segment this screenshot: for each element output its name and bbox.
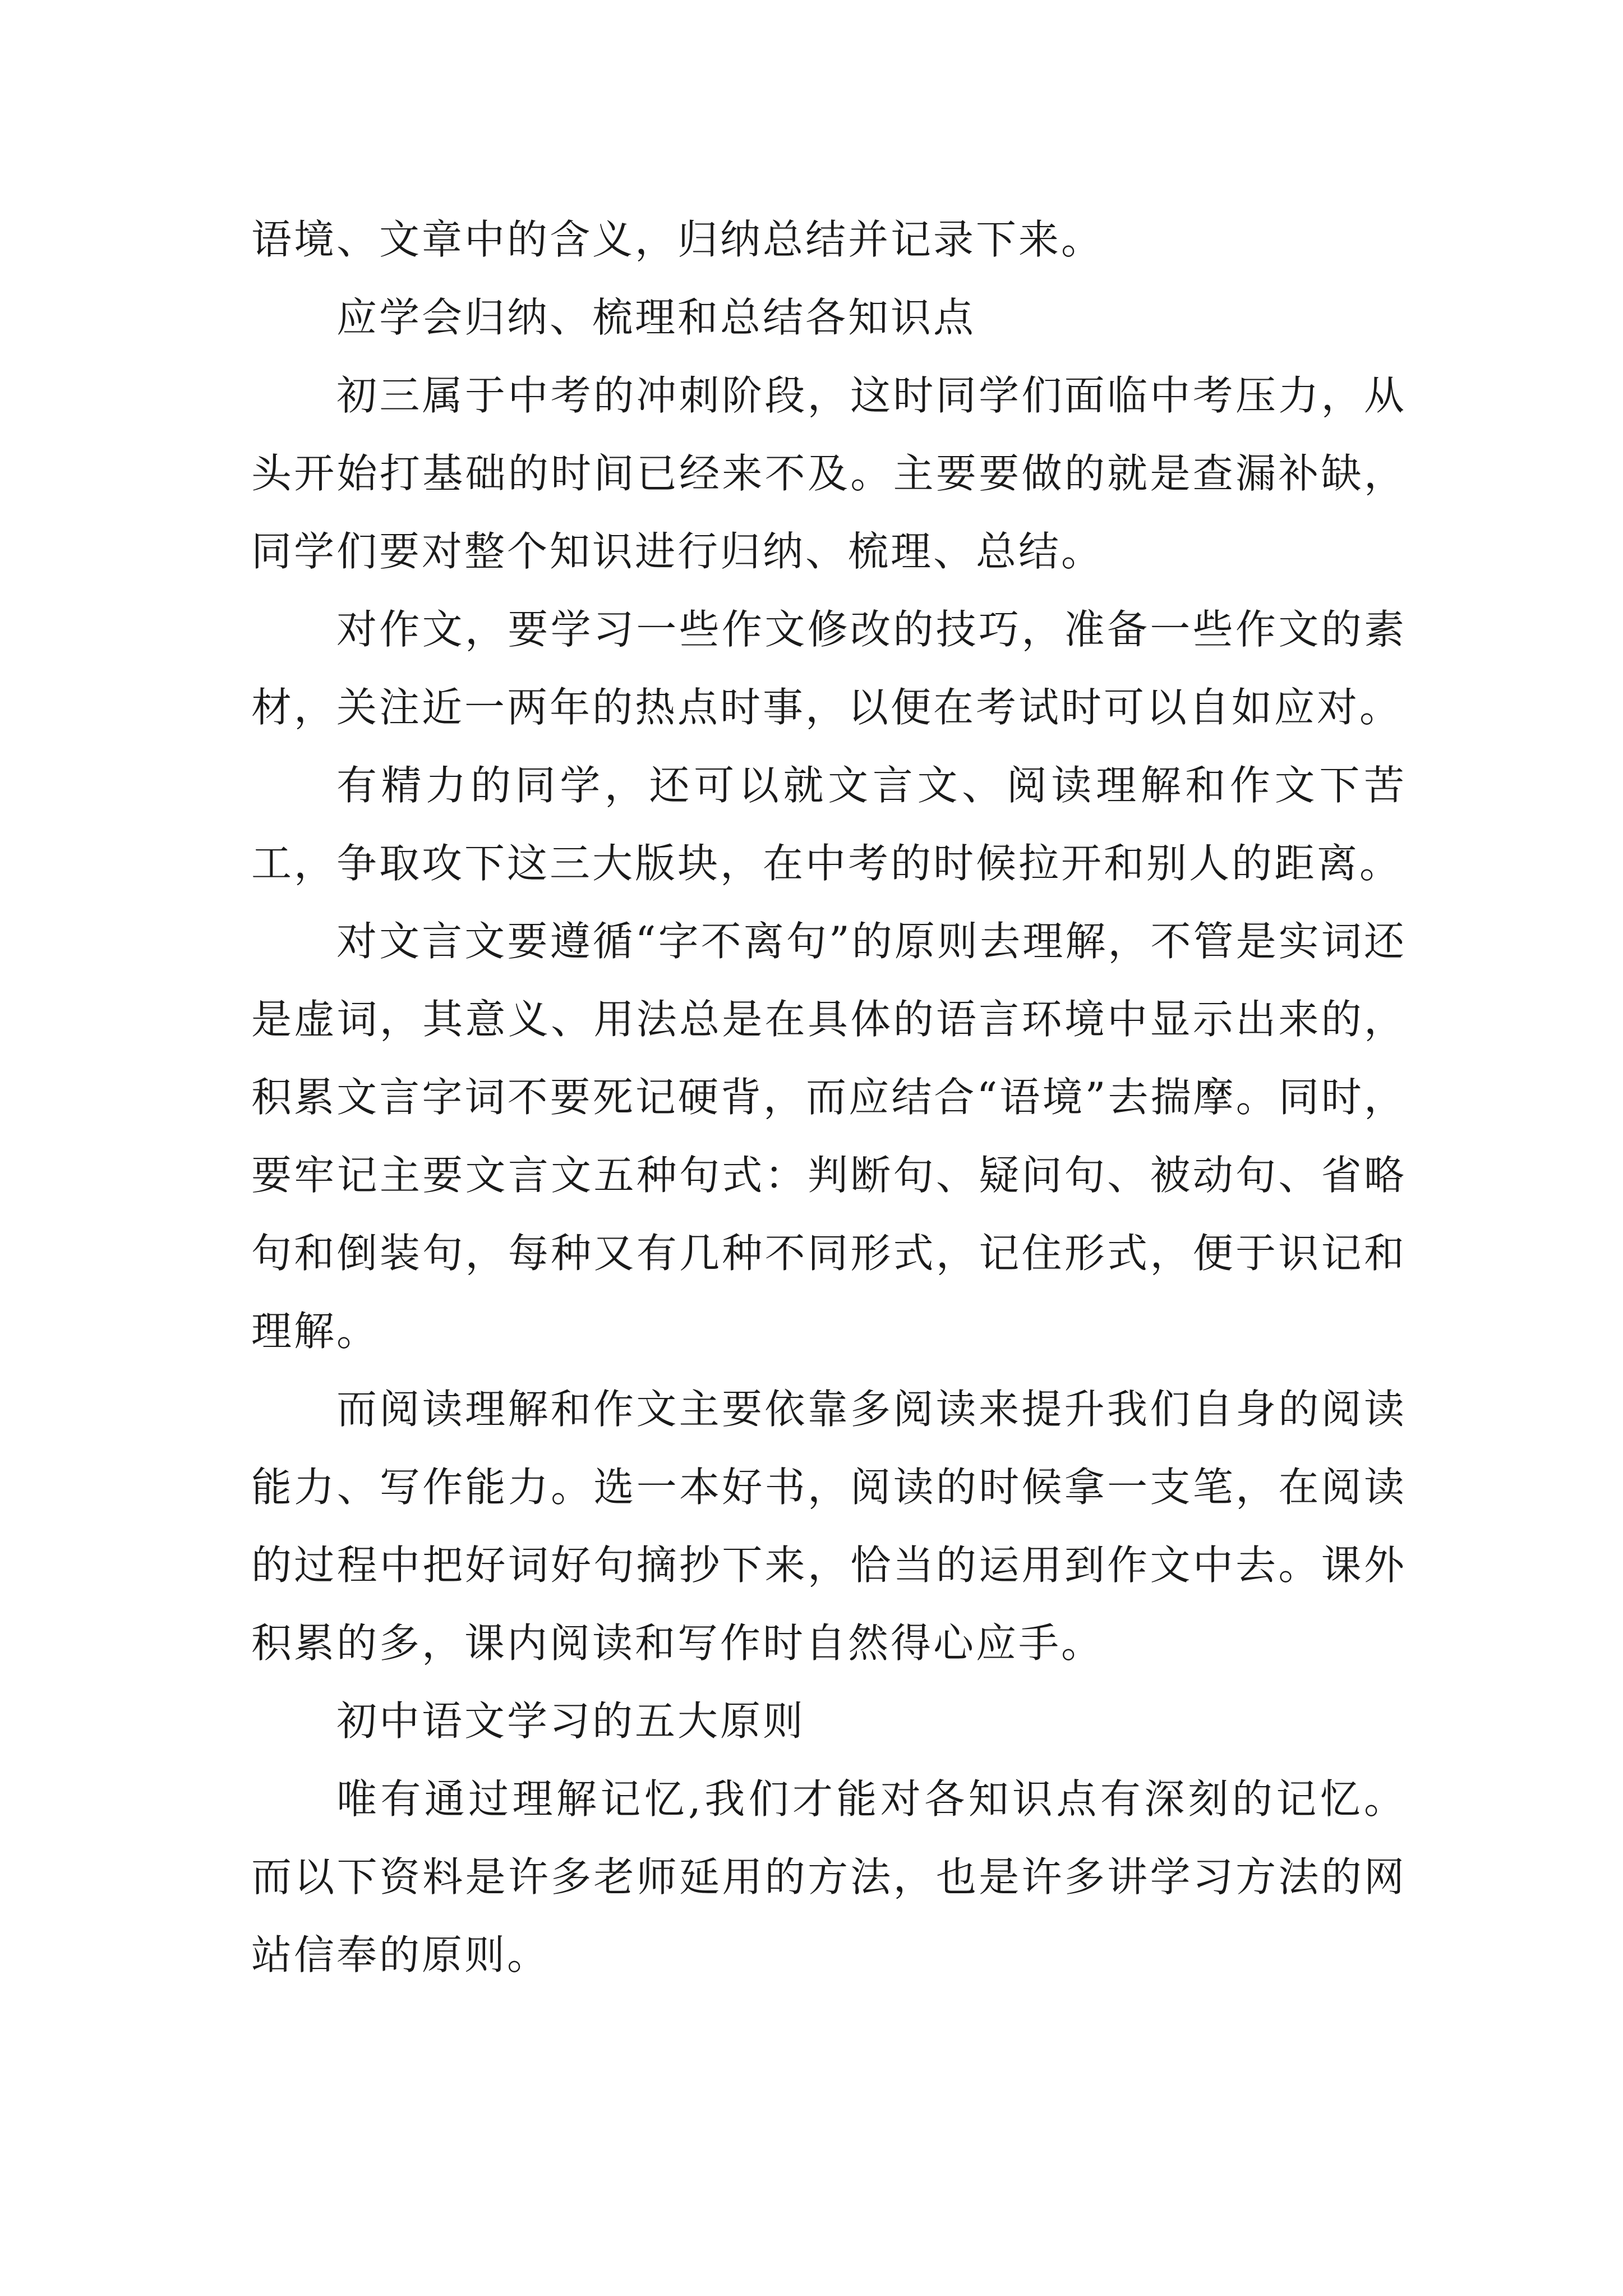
paragraph-continuation: 语境、文章中的含义，归纳总结并记录下来。: [251, 216, 1104, 263]
paragraph-composition: 对作文，要学习一些作文修改的技巧，准备一些作文的素材，关注近一两年的热点时事，以便在考试时可以自如应对。: [251, 606, 1407, 731]
section-heading-five-principles: 初中语文学习的五大原则: [336, 1697, 806, 1745]
paragraph-classical-chinese: 对文言文要遵循“字不离句”的原则去理解，不管是实词还是虚词，其意义、用法总是在具体的语言环境中显示出来的，积累文言字词不要死记硬背，而应结合“语境”去揣摩。同时，要牢记主要文言文五种句式：判断句、疑问句、被动句、省略句和倒装句，每种又有几种不同形式，记住形式，便于识记和理解。: [251, 918, 1407, 1355]
section-heading-summarize: 应学会归纳、梳理和总结各知识点: [336, 294, 976, 341]
paragraph-grade-nine: 初三属于中考的冲刺阶段，这时同学们面临中考压力，从头开始打基础的时间已经来不及。主要要做的就是查漏补缺，同学们要对整个知识进行归纳、梳理、总结。: [251, 372, 1407, 575]
paragraph-extra-effort: 有精力的同学，还可以就文言文、阅读理解和作文下苦工，争取攻下这三大版块，在中考的时候拉开和别人的距离。: [251, 762, 1407, 887]
paragraph-understanding-memory: 唯有通过理解记忆,我们才能对各知识点有深刻的记忆。而以下资料是许多老师延用的方法，也是许多讲学习方法的网站信奉的原则。: [251, 1775, 1407, 1978]
document-body: [251, 201, 1407, 1994]
paragraph-reading-writing: 而阅读理解和作文主要依靠多阅读来提升我们自身的阅读能力、写作能力。选一本好书，阅读的时候拿一支笔，在阅读的过程中把好词好句摘抄下来，恰当的运用到作文中去。课外积累的多，课内阅读和写作时自然得心应手。: [251, 1386, 1407, 1667]
